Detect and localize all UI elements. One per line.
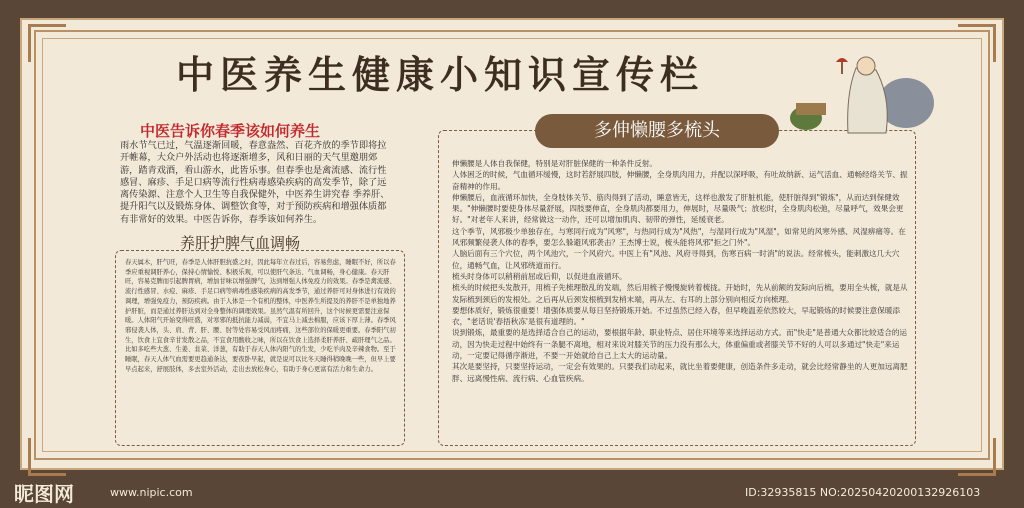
- sage-illustration: [786, 48, 936, 138]
- paragraph: 其次是要坚持，只要坚持运动，一定会有效果的。只要我们动起来，就比坐着要健康，创造条件多走动，就会比经常静坐的人更加远离肥胖、远离慢性病、流行病、心血管疾病。: [452, 362, 908, 383]
- corner-ornament: [28, 24, 66, 62]
- corner-ornament: [28, 438, 66, 476]
- paragraph: 伸懒腰是人体自我保健，特别是对肝脏保健的一种条件反射。: [452, 159, 658, 168]
- paragraph: 伸懒腰后，血液循环加快，全身肢体关节、筋肉得到了活动，睡意皆无，这样也激发了肝脏机能，使肝脏得到"锻炼"，从而达到保健效果。"伸懒腰时要使身体尽量舒展，四肢要伸直，全身肌肉都要用力，伸展时，尽量吸气；放松时，全身肌肉松弛，尽量呼气，效果会更好。"对老年人来讲，经常做这一动作，还可以增加肌肉、韧带的弹性，延缓衰老。: [452, 192, 904, 225]
- paragraph: 要想体质好，锻炼很重要！增强体质要从每日坚持锻炼开始。不过虽然已经入春，但早晚温差依然较大，早起锻炼的时候要注意保暖添衣，"老话说'春捂秋冻'是很有道理的。": [452, 305, 901, 327]
- watermark-id: ID:32935815 NO:20250420200132926103: [745, 486, 981, 499]
- basket-shape: [796, 103, 826, 115]
- corner-ornament: [958, 438, 996, 476]
- watermark-site: www.nipic.com: [110, 486, 193, 499]
- left-intro-text: 雨水节气已过，气温逐渐回暖，春意盎然、百花齐放的季节即将拉开帷幕，大众户外活动也将逐渐增多，风和日丽的天气里邀朋郊游，踏青戏酒，看山游水，此皆乐事。但春季也是禽流感、流行性感冒、麻疹、手足口病等流行性病毒感染疾病的高发季节，除了远离传染源、注意个人卫生等自我保健外，中医养生讲究春 季养肝、提升阳气以及锻炼身体、调整饮食等，对于预防疾病和增强体质都有非常好的效果。中医告诉你，春季该如何养生。: [120, 140, 390, 225]
- paragraph: 这个季节，风邪极少单独存在，与寒同行成为"风寒"，与热同行成为"风热"，与湿同行成为"风湿"，如常见的风寒外感、风湿痹痛等。在风邪频繁侵袭人体的春季，要怎么躲避风邪袭击？王杰博士说，梳头能将风邪"拒之门外"。: [452, 226, 906, 248]
- right-body-text: [452, 158, 908, 384]
- corner-ornament: [958, 24, 996, 62]
- left-heading: 中医告诉你春季该如何养生: [140, 122, 321, 140]
- page-title: 中医养生健康小知识宣传栏: [175, 53, 704, 97]
- paragraph: 梳头的时候把头发散开，用梳子先梳理散乱的发端，然后用梳子慢慢旋转着梳拢。开始时，先从前额的发际向后梳，要用全头梳，就是从发际梳到颈后的发根处。之后再从后颈发根梳到发梢末端，再从左、右耳的上部分别向相反方向梳理。: [452, 283, 908, 304]
- head-shape: [857, 57, 875, 75]
- mushroom-shape: [836, 58, 848, 62]
- paragraph: 人脑后面有三个穴位，两个风池穴，一个风府穴。中医上有"风池、风府寻得到，伤寒百病一时消"的说法。经常梳头，能刺激这几大穴位，通畅气血，让风邪绕道而行。: [452, 249, 900, 270]
- paragraph: 人体困乏的时候，气血循环缓慢，这时若舒展四肢，伸懒腰，全身肌肉用力，并配以深呼吸，有吐故纳新、运气活血、通畅经络关节、振奋精神的作用。: [452, 170, 908, 191]
- left-subheading: 养肝护脾气血调畅: [180, 234, 301, 252]
- mushroom-stem: [841, 62, 843, 74]
- paragraph: 梳头时身体可以稍稍前屈或后仰，以促进血液循环。: [452, 271, 627, 281]
- watermark-logo: 昵图网: [14, 482, 74, 506]
- robe-shape: [848, 68, 888, 133]
- right-heading-banner: 多伸懒腰多梳头: [535, 114, 779, 148]
- paragraph: 说到锻炼，最重要的是选择适合自己的运动，要根据年龄、职业特点、居住环境等来选择运动方式。而"快走"是普通大众都比较适合的运动，因为快走过程中始终有一条腿不离地，相对来说对膝关节的压力没有那么大，体重偏重或者膝关节不好的人可以多通过"快走"来运动，一定要记得循序渐进，不要一开始就给自己上太大的运动量。: [452, 328, 908, 361]
- left-body-text: 春天属木，肝气旺，春季是人体肝胆抗盛之时，因此每年立春过后，容易焦虑，睡眠不好，所以春季应重视调肝养心，保持心情愉悦、积极乐观，可以使肝气条达、气血调畅，身心健康。春天肝旺，容易克脾而引起脾胃病，增加甘味以增强脾气，达到增强人体免疫力的效果。春季是禽流感、流行性感冒、水痘、麻疹、手足口病等病毒性感染疾病的高发季节，通过养肝可对身体进行有效的调理，增强免疫力，预防疾病。由于人体是一个有机的整体，中医养生所提及的养肝不是单独地养护肝脏，而是通过养肝达到对全身整体的调理效果。虽然气温有所回升，这个时候更需要注意保暖。人体阳气开始变得旺盛，对寒邪的抵抗能力减弱，不宜马上减去棉服，应该下厚上薄。春季风邪侵袭人体，头、肩、背、肝、腰、肘等处容易受风而疼痛，这些部位的保暖更重要。春季阳气初生，饮食上宜食辛甘发散之品，不宜食用酸收之味，所以在饮食上选择柔肝养肝、疏肝理气之品。比如多吃些大葱、生姜、韭菜、洋葱，有助于春天人体内阳气的生发，少吃羊肉及辛辣食物。至于睡眠，春天人体气血需要更趋通条达，要夜卧早起，就是说可以比冬天睡得稍晚晚一些，但早上要早点起来，舒展肢体，多去室外活动，走出去放松身心，有助于身心更富有活力和生命力。: [125, 259, 396, 373]
